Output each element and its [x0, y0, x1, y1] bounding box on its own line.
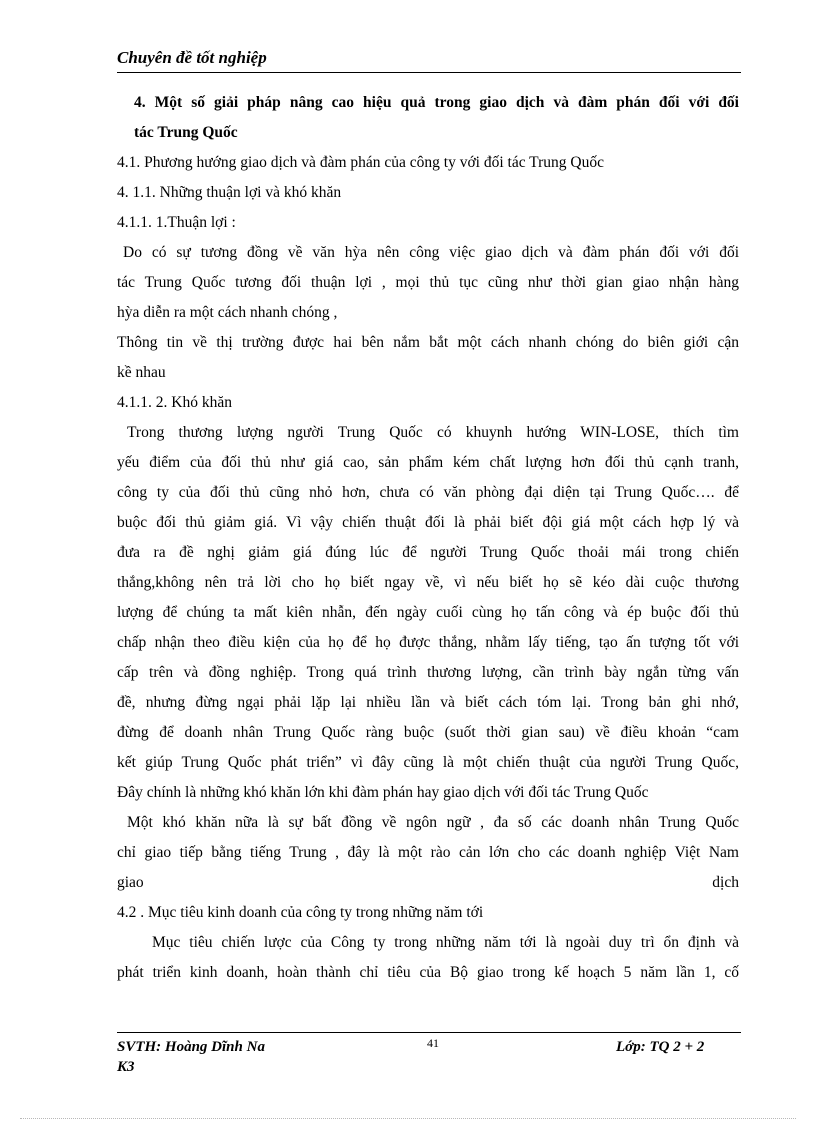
- paragraph-line: công ty của đối thủ cũng nhỏ hơn, chưa có văn phòng đại diện tại Trung Quốc…. để: [117, 484, 739, 501]
- footer-divider: [117, 1032, 741, 1033]
- page-edge-divider: [20, 1118, 796, 1119]
- footer-author-name: SVTH: Hoàng Dĩnh Na: [117, 1039, 265, 1055]
- section-heading-4-cont: tác Trung Quốc: [134, 124, 238, 141]
- subheading-4-1: 4.1. Phương hướng giao dịch và đàm phán của công ty với đối tác Trung Quốc: [117, 154, 604, 171]
- paragraph-line: Mục tiêu chiến lược của Công ty trong những năm tới là ngoài duy trì ổn định và: [152, 934, 739, 951]
- header-title: Chuyên đề tốt nghiệp: [117, 48, 267, 67]
- footer-class-label: Lớp: TQ 2 + 2: [616, 1039, 705, 1055]
- subheading-thuan-loi: 4.1.1. 1.Thuận lợi :: [117, 214, 236, 231]
- footer-author: [117, 1037, 265, 1077]
- paragraph-line: chấp nhận theo điều kiện của họ để họ được thắng, nhằm lấy tiếng, tạo ấn tượng tốt với: [117, 634, 739, 651]
- paragraph-line: đưa ra đề nghị giảm giá đúng lúc để người Trung Quốc thoải mái trong chiến: [117, 544, 739, 561]
- paragraph-line: đề, nhưng đừng ngại phải lặp lại nhiều lần và biết cách tóm lại. Trong bản ghi nhớ,: [117, 694, 739, 711]
- paragraph-line: đừng để doanh nhân Trung Quốc ràng buộc (suốt thời gian sau) về điều khoản “cam: [117, 724, 739, 741]
- paragraph-line: chỉ giao tiếp bằng tiếng Trung , đây là một rào cản lớn cho các doanh nghiệp Việt Nam: [117, 844, 739, 861]
- paragraph-line: kết giúp Trung Quốc phát triển” vì đây cũng là một chiến thuật của người Trung Quốc,: [117, 754, 739, 771]
- paragraph-line: thắng,không nên trả lời cho họ biết ngay về, vì nếu biết họ sẽ kéo dài cuộc thương: [117, 574, 739, 591]
- section-heading-4: 4. Một số giải pháp nâng cao hiệu quả trong giao dịch và đàm phán đối với đối: [134, 94, 739, 111]
- paragraph-line: tác Trung Quốc tương đối thuận lợi , mọi thủ tục cũng như thời gian giao nhận hàng: [117, 274, 739, 291]
- paragraph-line: kề nhau: [117, 364, 166, 381]
- paragraph-line: Do có sự tương đồng về văn hỳa nên công việc giao dịch và đàm phán đối với đối: [123, 244, 739, 261]
- paragraph-line: Đây chính là những khó khăn lớn khi đàm phán hay giao dịch với đối tác Trung Quốc: [117, 784, 649, 801]
- paragraph-line: buộc đối thủ giảm giá. Vì vậy chiến thuật đối là phải biết đội giá một cách hợp lý và: [117, 514, 739, 531]
- footer-author-class: K3: [117, 1059, 135, 1075]
- paragraph-line: hỳa diễn ra một cách nhanh chóng ,: [117, 304, 338, 321]
- page-number: 41: [427, 1036, 439, 1050]
- subheading-4-1-1: 4. 1.1. Những thuận lợi và khó khăn: [117, 184, 342, 201]
- body-text: [117, 88, 739, 988]
- paragraph-line: yếu điểm của đối thủ như giá cao, sản phẩm kém chất lượng hơn đối thủ cạnh tranh,: [117, 454, 739, 471]
- paragraph-line: Trong thương lượng người Trung Quốc có khuynh hướng WIN-LOSE, thích tìm: [127, 424, 739, 441]
- subheading-kho-khan: 4.1.1. 2. Khó khăn: [117, 394, 232, 411]
- paragraph-line: Một khó khăn nữa là sự bất đồng về ngôn ngữ , đa số các doanh nhân Trung Quốc: [127, 814, 739, 831]
- paragraph-line: giao dịch: [117, 874, 739, 891]
- header-divider: [117, 72, 741, 73]
- paragraph-line: cấp trên và đồng nghiệp. Trong quá trình thương lượng, cần trình bày ngắn từng vấn: [117, 664, 739, 681]
- paragraph-line: lượng để chúng ta mất kiên nhẫn, đến ngày cuối cùng họ tấn công và ép buộc đối thủ: [117, 604, 739, 621]
- subheading-4-2: 4.2 . Mục tiêu kinh doanh của công ty trong những năm tới: [117, 904, 484, 921]
- paragraph-line: phát triển kinh doanh, hoàn thành chỉ tiêu của Bộ giao trong kế hoạch 5 năm lần 1, cố: [117, 964, 739, 981]
- paragraph-line: Thông tin về thị trường được hai bên nắm bắt một cách nhanh chóng do biên giới cận: [117, 334, 739, 351]
